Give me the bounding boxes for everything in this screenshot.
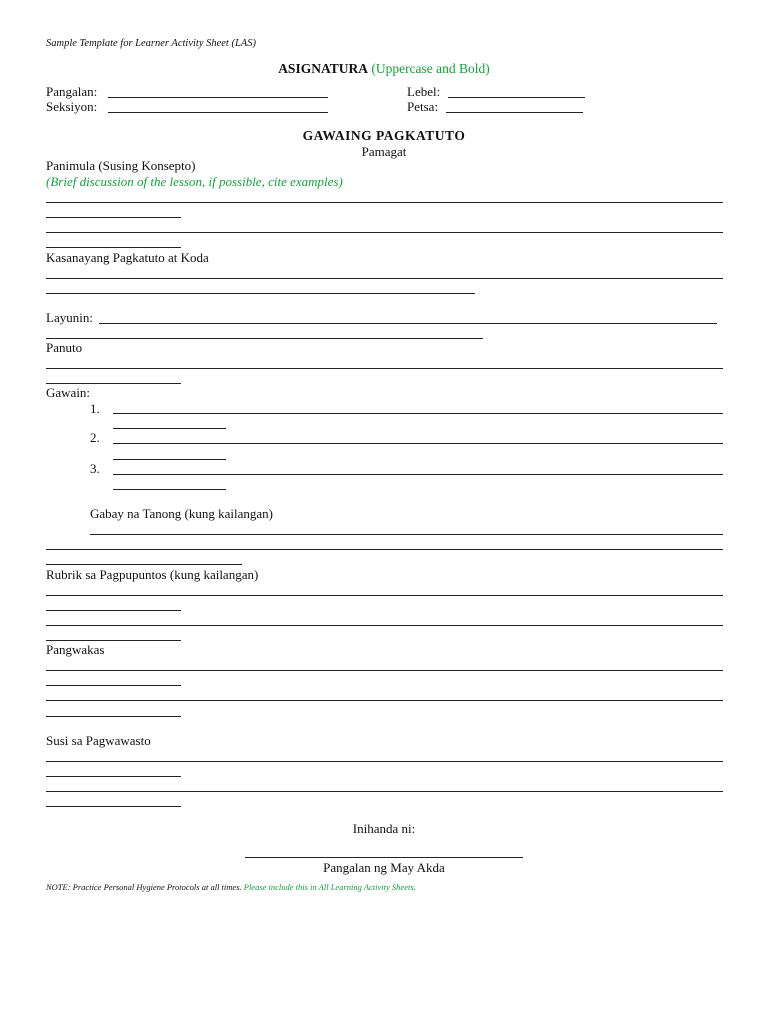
directions-line[interactable] bbox=[46, 368, 723, 369]
section-field[interactable] bbox=[108, 112, 328, 113]
intro-line[interactable] bbox=[46, 232, 723, 233]
activity-item-line[interactable] bbox=[113, 489, 226, 490]
activity-subtitle: Pamagat bbox=[361, 144, 407, 159]
closing-line[interactable] bbox=[46, 685, 181, 686]
intro-hint: (Brief discussion of the lesson, if possible, cite examples) bbox=[46, 174, 343, 189]
closing-label: Pangwakas bbox=[46, 642, 105, 657]
date-label: Petsa: bbox=[407, 99, 439, 114]
level-label: Lebel: bbox=[407, 84, 441, 99]
rubric-label: Rubrik sa Pagpupuntos (kung kailangan) bbox=[46, 567, 259, 582]
answer-key-line[interactable] bbox=[46, 806, 181, 807]
objective-line[interactable] bbox=[46, 338, 483, 339]
date-field[interactable] bbox=[446, 112, 583, 113]
prepared-by-label: Inihanda ni: bbox=[352, 821, 416, 836]
intro-line[interactable] bbox=[46, 202, 723, 203]
objective-label: Layunin: bbox=[46, 310, 93, 325]
closing-line[interactable] bbox=[46, 716, 181, 717]
closing-line[interactable] bbox=[46, 700, 723, 701]
level-field[interactable] bbox=[448, 97, 585, 98]
guide-questions-line[interactable] bbox=[90, 534, 723, 535]
name-label: Pangalan: bbox=[46, 84, 98, 99]
answer-key-label: Susi sa Pagwawasto bbox=[46, 733, 151, 748]
activity-item-line[interactable] bbox=[113, 428, 226, 429]
competency-label: Kasanayang Pagkatuto at Koda bbox=[46, 250, 209, 265]
rubric-line[interactable] bbox=[46, 595, 723, 596]
closing-line[interactable] bbox=[46, 670, 723, 671]
activity-item-line[interactable] bbox=[113, 459, 226, 460]
intro-line[interactable] bbox=[46, 247, 181, 248]
directions-label: Panuto bbox=[46, 340, 83, 355]
activity-title: GAWAING PAGKATUTO bbox=[302, 128, 466, 143]
activity-item-line[interactable] bbox=[113, 474, 723, 475]
template-note: Sample Template for Learner Activity Sheet (LAS) bbox=[46, 38, 256, 49]
answer-key-line[interactable] bbox=[46, 761, 723, 762]
rubric-line[interactable] bbox=[46, 610, 181, 611]
guide-questions-label: Gabay na Tanong (kung kailangan) bbox=[90, 506, 273, 521]
author-signature-line[interactable] bbox=[245, 857, 523, 858]
activity-item-number: 3. bbox=[90, 461, 100, 476]
activity-item-line[interactable] bbox=[113, 413, 723, 414]
subject-heading bbox=[0, 61, 768, 77]
competency-line[interactable] bbox=[46, 293, 475, 294]
name-field[interactable] bbox=[108, 97, 328, 98]
rubric-line[interactable] bbox=[46, 640, 181, 641]
answer-key-line[interactable] bbox=[46, 776, 181, 777]
competency-line[interactable] bbox=[46, 278, 723, 279]
footer-note-prefix: NOTE: Practice Personal Hygiene Protocols at all times. bbox=[46, 882, 242, 892]
subject-title: ASIGNATURA bbox=[278, 61, 368, 76]
intro-line[interactable] bbox=[46, 217, 181, 218]
activity-item-number: 1. bbox=[90, 401, 100, 416]
guide-questions-line[interactable] bbox=[46, 549, 723, 550]
footer-note-suffix: Please include this in All Learning Activity Sheets. bbox=[243, 882, 416, 892]
intro-label: Panimula (Susing Konsepto) bbox=[46, 158, 196, 173]
activity-item-number: 2. bbox=[90, 430, 100, 445]
author-label: Pangalan ng May Akda bbox=[323, 860, 445, 875]
guide-questions-line[interactable] bbox=[46, 564, 242, 565]
subject-hint: (Uppercase and Bold) bbox=[371, 61, 490, 76]
activity-label: Gawain: bbox=[46, 385, 91, 400]
footer-note bbox=[46, 882, 416, 892]
rubric-line[interactable] bbox=[46, 625, 723, 626]
directions-line[interactable] bbox=[46, 383, 181, 384]
activity-item-line[interactable] bbox=[113, 443, 723, 444]
answer-key-line[interactable] bbox=[46, 791, 723, 792]
section-label: Seksiyon: bbox=[46, 99, 98, 114]
objective-line[interactable] bbox=[99, 323, 717, 324]
